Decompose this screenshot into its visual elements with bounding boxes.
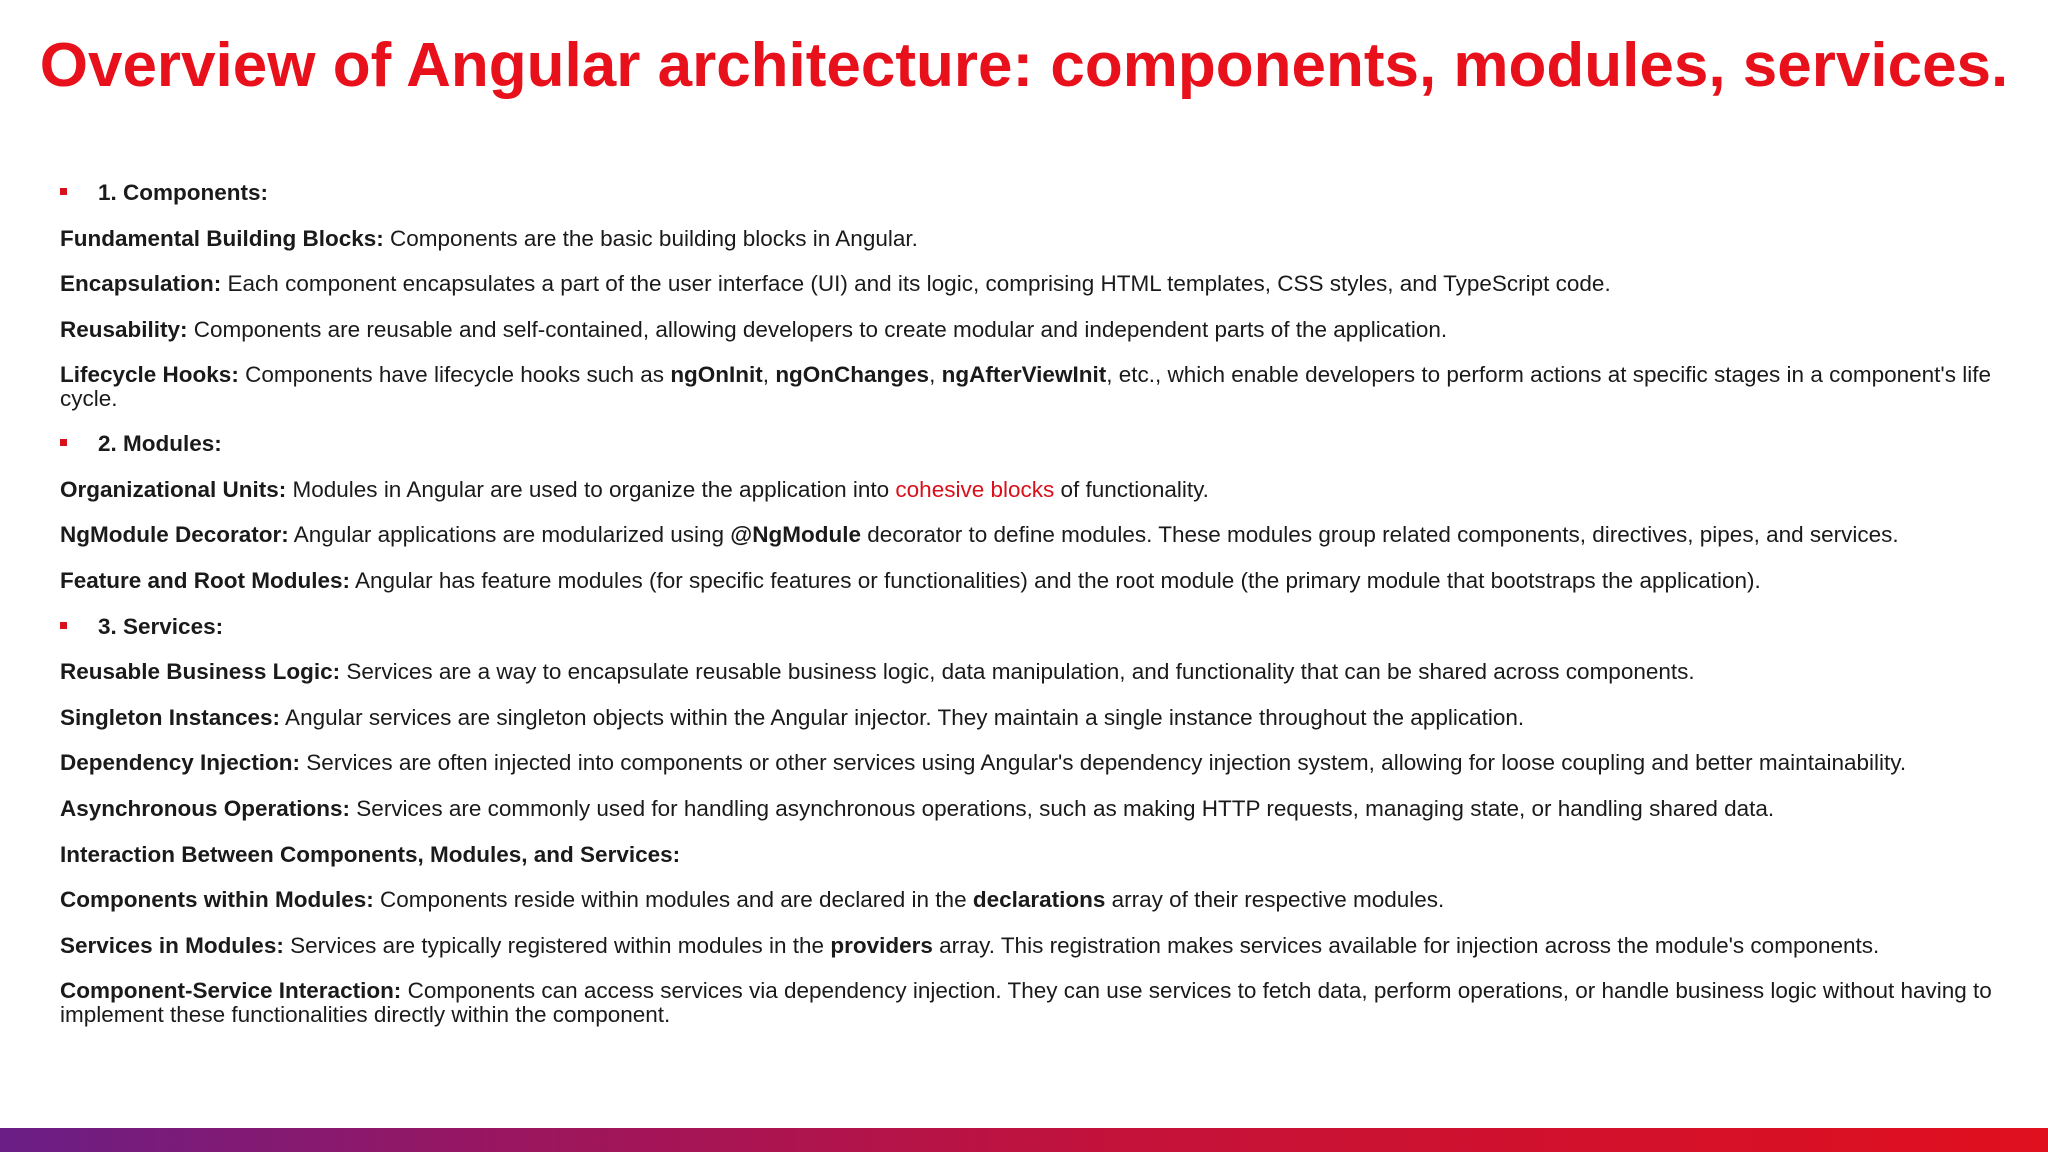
- hook-name: ngOnChanges: [775, 362, 930, 388]
- keyword: declarations: [972, 887, 1106, 913]
- decorator-name: @NgModule: [730, 522, 861, 548]
- term-label: Encapsulation:: [60, 271, 222, 297]
- term-label: Component-Service Interaction:: [60, 978, 402, 1004]
- term-label: Dependency Injection:: [60, 750, 301, 776]
- term-label: Lifecycle Hooks:: [60, 362, 239, 388]
- term-description: Services are a way to encapsulate reusable business logic, data manipulation, and functionality that can be shared across components.: [340, 659, 1695, 685]
- term-label: Asynchronous Operations:: [60, 795, 351, 821]
- term-label: NgModule Decorator:: [60, 522, 289, 548]
- term-description: Components can access services via dependency injection. They can use services to fetch data, perform operations, or handle business logic without having to implement these functionalities directly within the component.: [60, 978, 1992, 1028]
- slide-content: [60, 170, 2000, 1037]
- term-label: Fundamental Building Blocks:: [60, 225, 384, 251]
- section-heading-components: [60, 170, 2000, 216]
- term-description: decorator to define modules. These modules group related components, directives, pipes, and services.: [860, 522, 1899, 548]
- term-description: of functionality.: [1054, 476, 1209, 502]
- highlighted-phrase: cohesive blocks: [895, 476, 1055, 502]
- interaction-component-service: [60, 968, 2000, 1037]
- hook-name: ngOnInit: [670, 362, 763, 388]
- square-bullet-icon: [60, 622, 67, 629]
- components-reusability: [60, 307, 2000, 353]
- components-building-blocks: [60, 216, 2000, 262]
- modules-ngmodule-decorator: [60, 512, 2000, 558]
- term-description: Each component encapsulates a part of the user interface (UI) and its logic, comprising HTML templates, CSS styles, and TypeScript code.: [221, 271, 1611, 297]
- square-bullet-icon: [60, 188, 67, 195]
- term-label: Singleton Instances:: [60, 704, 281, 730]
- interaction-heading-label: Interaction Between Components, Modules, and Services:: [60, 841, 681, 867]
- modules-feature-root: [60, 558, 2000, 604]
- term-description: Services are often injected into components or other services using Angular's dependency injection system, allowing for loose coupling and better maintainability.: [300, 750, 1907, 776]
- services-business-logic: [60, 649, 2000, 695]
- term-description: Components are reusable and self-contained, allowing developers to create modular and independent parts of the application.: [187, 316, 1448, 342]
- term-description: array. This registration makes services available for injection across the module's components.: [932, 932, 1880, 958]
- services-dependency-injection: [60, 740, 2000, 786]
- section-heading-modules: [60, 421, 2000, 467]
- term-description: Components are the basic building blocks in Angular.: [383, 225, 918, 251]
- term-label: Feature and Root Modules:: [60, 567, 351, 593]
- term-description: Angular applications are modularized using: [288, 522, 731, 548]
- keyword: providers: [830, 932, 933, 958]
- interaction-services-in-modules: [60, 923, 2000, 969]
- section-heading-label: 3. Services:: [98, 613, 224, 639]
- section-heading-services: [60, 604, 2000, 650]
- term-label: Reusability:: [60, 316, 188, 342]
- section-heading-label: 2. Modules:: [98, 431, 222, 457]
- interaction-components-in-modules: [60, 877, 2000, 923]
- separator: ,: [929, 362, 942, 388]
- term-description: , etc., which enable developers to perform actions at specific stages in a component's life cycle.: [60, 362, 1991, 412]
- term-label: Components within Modules:: [60, 887, 374, 913]
- term-description: Angular has feature modules (for specific features or functionalities) and the root module (the primary module that bootstraps the application).: [350, 567, 1761, 593]
- term-description: array of their respective modules.: [1105, 887, 1445, 913]
- components-encapsulation: [60, 261, 2000, 307]
- hook-name: ngAfterViewInit: [941, 362, 1107, 388]
- term-description: Services are typically registered within modules in the: [283, 932, 831, 958]
- slide-title: Overview of Angular architecture: components, modules, services.: [39, 31, 2009, 100]
- section-heading-label: 1. Components:: [98, 180, 269, 205]
- services-singleton: [60, 695, 2000, 741]
- term-description: Components have lifecycle hooks such as: [238, 362, 671, 388]
- term-description: Modules in Angular are used to organize the application into: [286, 476, 896, 502]
- square-bullet-icon: [60, 439, 67, 446]
- term-label: Reusable Business Logic:: [60, 659, 341, 685]
- services-async-operations: [60, 786, 2000, 832]
- term-description: Services are commonly used for handling asynchronous operations, such as making HTTP requests, managing state, or handling shared data.: [350, 795, 1775, 821]
- components-lifecycle-hooks: [60, 352, 2000, 421]
- term-label: Organizational Units:: [60, 476, 287, 502]
- separator: ,: [762, 362, 776, 388]
- footer-gradient-bar: [0, 1128, 2048, 1152]
- term-description: Angular services are singleton objects within the Angular injector. They maintain a single instance throughout the application.: [280, 704, 1525, 730]
- modules-organizational-units: [60, 467, 2000, 513]
- interaction-heading: [60, 832, 2000, 878]
- term-description: Components reside within modules and are declared in the: [373, 887, 973, 913]
- term-label: Services in Modules:: [60, 932, 284, 958]
